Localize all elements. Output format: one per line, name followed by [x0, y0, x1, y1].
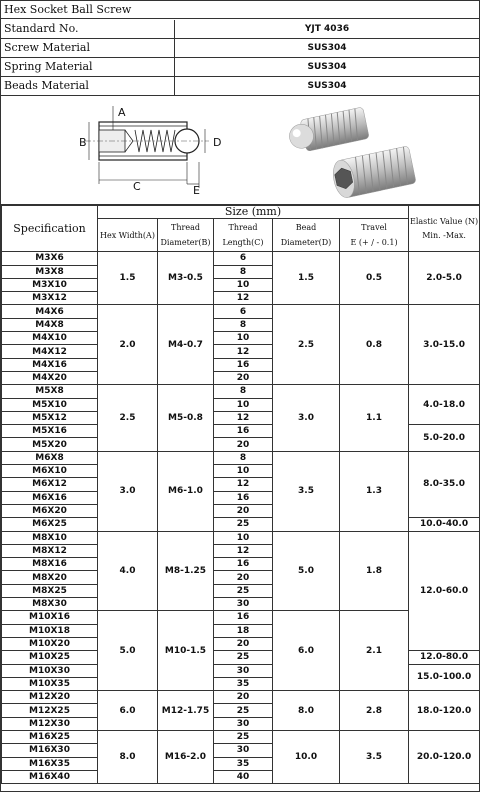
spec-cell: M4X8: [2, 318, 98, 331]
elastic-cell: 3.0-15.0: [409, 305, 480, 385]
spec-cell: M10X20: [2, 637, 98, 650]
column-header: Thread Length(C): [214, 219, 273, 252]
spec-cell: M4X12: [2, 345, 98, 358]
spec-cell: M8X20: [2, 571, 98, 584]
hex-width-cell: 8.0: [98, 730, 158, 783]
spec-cell: M5X12: [2, 411, 98, 424]
thread-length-cell: 6: [214, 305, 273, 318]
travel-cell: 1.1: [340, 385, 409, 451]
spec-cell: M10X25: [2, 651, 98, 664]
thread-length-cell: 20: [214, 691, 273, 704]
info-value: SUS304: [307, 43, 347, 53]
table-row: [2, 425, 480, 438]
thread-length-cell: 35: [214, 677, 273, 690]
travel-cell: 0.8: [340, 305, 409, 385]
thread-length-cell: 20: [214, 438, 273, 451]
spec-cell: M16X40: [2, 770, 98, 783]
table-row: [2, 385, 480, 398]
info-value: SUS304: [307, 81, 347, 91]
thread-length-cell: 25: [214, 518, 273, 531]
spec-cell: M10X30: [2, 664, 98, 677]
info-label: Spring Material: [1, 58, 175, 76]
bead-diameter-cell: 3.0: [273, 385, 340, 451]
travel-cell: 0.5: [340, 252, 409, 305]
spec-cell: M10X16: [2, 611, 98, 624]
info-label: Screw Material: [1, 39, 175, 57]
table-row: [2, 611, 480, 624]
elastic-cell: 20.0-120.0: [409, 730, 480, 783]
thread-diameter-cell: M3-0.5: [158, 252, 214, 305]
spec-cell: M16X30: [2, 744, 98, 757]
table-row: [2, 252, 480, 265]
thread-length-cell: 16: [214, 425, 273, 438]
thread-diameter-cell: M5-0.8: [158, 385, 214, 451]
spec-cell: M12X20: [2, 691, 98, 704]
spec-cell: M8X16: [2, 558, 98, 571]
spec-header: Specification: [2, 206, 98, 252]
table-row: [2, 451, 480, 464]
elastic-cell: 10.0-40.0: [409, 518, 480, 531]
travel-cell: 1.8: [340, 531, 409, 611]
thread-length-cell: 12: [214, 478, 273, 491]
size-header: Size (mm): [98, 206, 409, 219]
table-row: [2, 305, 480, 318]
spec-cell: M6X12: [2, 478, 98, 491]
spec-cell: M3X12: [2, 292, 98, 305]
thread-length-cell: 10: [214, 278, 273, 291]
thread-length-cell: 16: [214, 358, 273, 371]
thread-length-cell: 10: [214, 332, 273, 345]
info-value: SUS304: [307, 62, 347, 72]
spec-cell: M8X12: [2, 544, 98, 557]
thread-length-cell: 20: [214, 637, 273, 650]
table-row: [2, 664, 480, 677]
thread-diameter-cell: M16-2.0: [158, 730, 214, 783]
hex-width-cell: 3.0: [98, 451, 158, 531]
thread-length-cell: 16: [214, 491, 273, 504]
thread-length-cell: 25: [214, 704, 273, 717]
thread-length-cell: 35: [214, 757, 273, 770]
spec-cell: M5X20: [2, 438, 98, 451]
hex-width-cell: 4.0: [98, 531, 158, 611]
info-row-spring-material: [1, 58, 479, 77]
spec-cell: M3X6: [2, 252, 98, 265]
elastic-cell: 18.0-120.0: [409, 691, 480, 731]
column-header: Hex Width(A): [98, 219, 158, 252]
column-header: Travel E (+ / - 0.1): [340, 219, 409, 252]
info-label: Standard No.: [1, 20, 175, 38]
thread-length-cell: 8: [214, 318, 273, 331]
spec-cell: M8X10: [2, 531, 98, 544]
spec-cell: M10X35: [2, 677, 98, 690]
spec-cell: M10X18: [2, 624, 98, 637]
column-header: Thread Diameter(B): [158, 219, 214, 252]
spec-cell: M3X10: [2, 278, 98, 291]
column-header: Bead Diameter(D): [273, 219, 340, 252]
spec-cell: M16X35: [2, 757, 98, 770]
thread-length-cell: 18: [214, 624, 273, 637]
travel-cell: 3.5: [340, 730, 409, 783]
thread-length-cell: 16: [214, 558, 273, 571]
spec-cell: M6X16: [2, 491, 98, 504]
thread-length-cell: 6: [214, 252, 273, 265]
spec-table: [1, 205, 480, 784]
elastic-header: Elastic Value (N) Min. -Max.: [409, 206, 480, 252]
spec-cell: M12X25: [2, 704, 98, 717]
table-row: [2, 651, 480, 664]
thread-length-cell: 16: [214, 611, 273, 624]
thread-length-cell: 8: [214, 265, 273, 278]
hex-width-cell: 6.0: [98, 691, 158, 731]
thread-diameter-cell: M6-1.0: [158, 451, 214, 531]
thread-length-cell: 20: [214, 571, 273, 584]
spec-cell: M4X20: [2, 371, 98, 384]
thread-length-cell: 30: [214, 598, 273, 611]
bead-diameter-cell: 1.5: [273, 252, 340, 305]
spec-cell: M8X30: [2, 598, 98, 611]
bead-diameter-cell: 6.0: [273, 611, 340, 691]
technical-drawing: [1, 96, 479, 204]
thread-length-cell: 25: [214, 584, 273, 597]
thread-diameter-cell: M8-1.25: [158, 531, 214, 611]
hex-width-cell: 5.0: [98, 611, 158, 691]
table-row: [2, 531, 480, 544]
product-photo: [286, 107, 416, 200]
spec-cell: M5X10: [2, 398, 98, 411]
info-label: Beads Material: [1, 77, 175, 95]
thread-diameter-cell: M4-0.7: [158, 305, 214, 385]
sheet-title: Hex Socket Ball Screw: [1, 1, 479, 19]
table-row: [2, 730, 480, 743]
thread-length-cell: 20: [214, 371, 273, 384]
dim-label-b: B: [79, 136, 87, 149]
bead-diameter-cell: 2.5: [273, 305, 340, 385]
dim-label-d: D: [213, 136, 222, 149]
travel-cell: 1.3: [340, 451, 409, 531]
elastic-cell: 4.0-18.0: [409, 385, 480, 425]
spec-cell: M16X25: [2, 730, 98, 743]
elastic-cell: 12.0-80.0: [409, 651, 480, 664]
spec-cell: M4X16: [2, 358, 98, 371]
thread-length-cell: 40: [214, 770, 273, 783]
elastic-cell: 2.0-5.0: [409, 252, 480, 305]
thread-diameter-cell: M12-1.75: [158, 691, 214, 731]
bead-diameter-cell: 3.5: [273, 451, 340, 531]
thread-length-cell: 10: [214, 531, 273, 544]
spec-cell: M5X8: [2, 385, 98, 398]
hex-width-cell: 1.5: [98, 252, 158, 305]
info-row-screw-material: [1, 39, 479, 58]
thread-length-cell: 30: [214, 717, 273, 730]
spec-cell: M5X16: [2, 425, 98, 438]
bead-diameter-cell: 10.0: [273, 730, 340, 783]
spec-cell: M8X25: [2, 584, 98, 597]
info-row-beads-material: [1, 77, 479, 96]
elastic-cell: 12.0-60.0: [409, 531, 480, 651]
thread-length-cell: 12: [214, 544, 273, 557]
thread-length-cell: 12: [214, 345, 273, 358]
spec-cell: M4X6: [2, 305, 98, 318]
thread-length-cell: 30: [214, 744, 273, 757]
thread-length-cell: 12: [214, 292, 273, 305]
spec-cell: M6X8: [2, 451, 98, 464]
thread-length-cell: 30: [214, 664, 273, 677]
thread-length-cell: 25: [214, 651, 273, 664]
spec-cell: M4X10: [2, 332, 98, 345]
thread-length-cell: 10: [214, 465, 273, 478]
info-row-standard: [1, 20, 479, 39]
elastic-cell: 5.0-20.0: [409, 425, 480, 452]
info-value: YJT 4036: [304, 24, 350, 34]
spec-cell: M6X10: [2, 465, 98, 478]
bead-diameter-cell: 8.0: [273, 691, 340, 731]
thread-length-cell: 25: [214, 730, 273, 743]
thread-length-cell: 12: [214, 411, 273, 424]
thread-length-cell: 20: [214, 504, 273, 517]
spec-cell: M3X8: [2, 265, 98, 278]
thread-diameter-cell: M10-1.5: [158, 611, 214, 691]
dim-label-c: C: [133, 180, 141, 193]
product-diagram: [1, 96, 479, 205]
travel-cell: 2.8: [340, 691, 409, 731]
thread-length-cell: 8: [214, 451, 273, 464]
thread-length-cell: 8: [214, 385, 273, 398]
elastic-cell: 8.0-35.0: [409, 451, 480, 517]
travel-cell: 2.1: [340, 611, 409, 691]
thread-length-cell: 10: [214, 398, 273, 411]
hex-width-cell: 2.5: [98, 385, 158, 451]
spec-cell: M6X20: [2, 504, 98, 517]
table-row: [2, 518, 480, 531]
spec-cell: M12X30: [2, 717, 98, 730]
hex-width-cell: 2.0: [98, 305, 158, 385]
spec-cell: M6X25: [2, 518, 98, 531]
dim-label-a: A: [118, 106, 126, 119]
dim-label-e: E: [193, 184, 200, 197]
bead-diameter-cell: 5.0: [273, 531, 340, 611]
elastic-cell: 15.0-100.0: [409, 664, 480, 691]
table-row: [2, 691, 480, 704]
